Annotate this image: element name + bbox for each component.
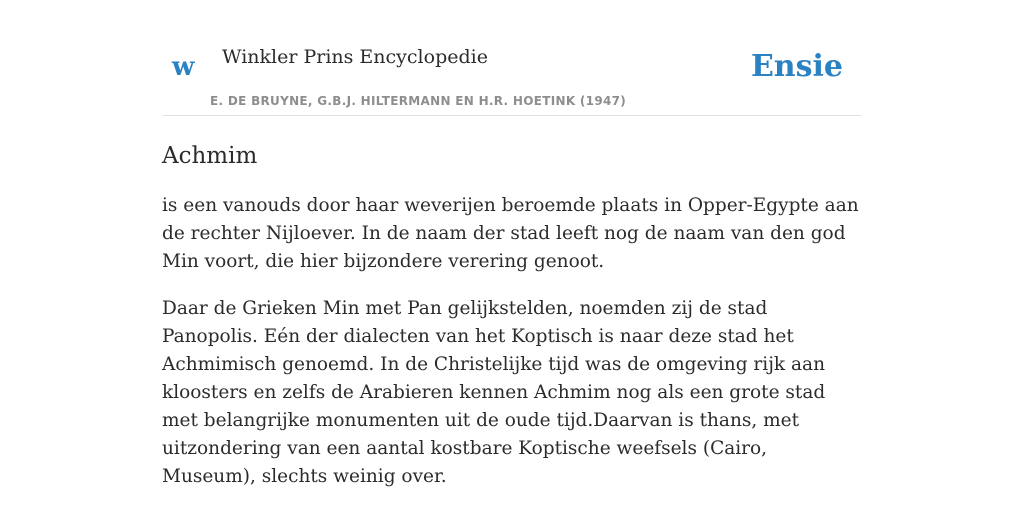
entry-paragraph: Daar de Grieken Min met Pan gelijkstelden, noemden zij de stad Panopolis. Eén der dialecten van het Koptisch is naar deze stad het Achmimisch genoemd. In de Christelijke tijd was de omgeving rijk aan kloosters en zelfs de Arabieren kennen Achmim nog als een grote stad met belangrijke monumenten uit de oude tijd.Daarvan is thans, met uitzondering van een aantal kostbare Koptische weefsels (Cairo, Museum), slechts weinig over. — [162, 297, 826, 487]
entry-paragraph: is een vanouds door haar weverijen beroemde plaats in Opper-Egypte aan de rechter Nijloever. In de naam der stad leeft nog de naam van den god Min voort, die hier bijzondere verering genoot. — [162, 194, 859, 272]
winkler-prins-logo[interactable]: w — [172, 52, 195, 82]
ensie-logo[interactable]: Ensie — [750, 49, 843, 84]
source-title[interactable]: Winkler Prins Encyclopedie — [222, 46, 488, 68]
source-authors: E. DE BRUYNE, G.B.J. HILTERMANN EN H.R. HOETINK (1947) — [210, 94, 627, 108]
entry-body — [162, 192, 862, 491]
encyclopedia-entry-page — [162, 0, 862, 491]
entry-title: Achmim — [162, 143, 258, 169]
source-header — [162, 0, 862, 116]
